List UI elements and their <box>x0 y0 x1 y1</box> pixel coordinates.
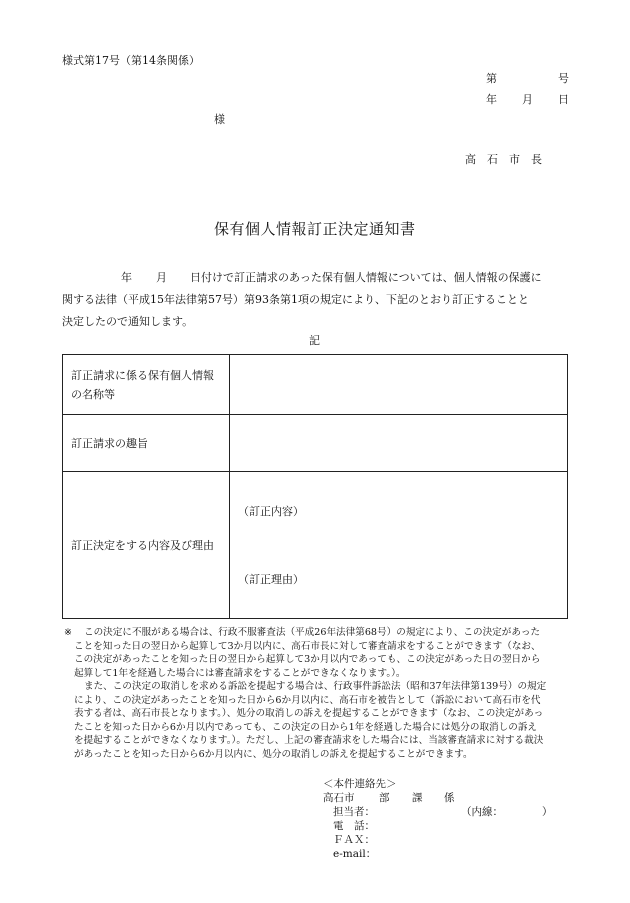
row-label-purpose: 訂正請求の趣旨 <box>63 415 230 472</box>
form-label: 様式第17号（第14条関係） <box>62 54 200 67</box>
note-line: により、この決定があったことを知った日から6か月以内に、高石市を被告として（訴訟において高石市を代 <box>74 694 541 706</box>
row-value-decision <box>230 472 568 619</box>
contact-fax: ＦＡＸ： <box>333 834 375 846</box>
correction-content-label: （訂正内容） <box>238 505 304 518</box>
contact-staff: 担当者： <box>333 806 375 818</box>
contact-heading: ＜本件連絡先＞ <box>323 778 397 790</box>
note-mark: ※ <box>64 627 73 638</box>
document-title: 保有個人情報訂正決定通知書 <box>214 220 416 238</box>
contact-email: e-mail： <box>333 848 377 860</box>
note-line: 起算して1年を経過した場合には審査請求をすることができなくなります。）。 <box>74 667 406 679</box>
note-line: この決定に不服がある場合は、行政不服審査法（平成26年法律第68号）の規定により、この決定があった <box>84 627 541 638</box>
contact-extension-close: ） <box>542 806 553 818</box>
note-line: 表する者は、高石市長となります。）、処分の取消しの訴えを提起することができます（なお、この決定があっ <box>74 708 544 719</box>
decision-table <box>62 354 568 619</box>
date-month: 月 <box>522 93 533 106</box>
contact-dept-ka: 課 <box>412 792 423 804</box>
contact-dept-city: 高石市 <box>323 792 355 804</box>
correction-reason-label: （訂正理由） <box>238 573 304 586</box>
contact-phone: 電 話： <box>333 820 375 832</box>
number-prefix: 第 <box>486 72 497 85</box>
row-label-decision: 訂正決定をする内容及び理由 <box>63 472 230 619</box>
contact-dept-bu: 部 <box>379 792 390 804</box>
note-line: また、この決定の取消しを求める訴訟を提起する場合は、行政事件訴訟法（昭和37年法律第139号）の規定 <box>84 681 547 692</box>
addressee-honorific: 様 <box>214 113 225 126</box>
note-line: を提起することができなくなります。）。ただし、上記の審査請求をした場合には、当該審査請求に対する裁決 <box>74 735 544 746</box>
contact-dept-kakari: 係 <box>444 792 455 804</box>
body-month: 月 <box>156 271 167 284</box>
body-line-3: 決定したので通知します。 <box>62 315 194 328</box>
row-value-name <box>230 355 568 415</box>
note-line: ことを知った日の翌日から起算して3か月以内に、高石市長に対して審査請求をすることができます（なお、 <box>74 640 541 652</box>
table-row <box>63 415 568 472</box>
note-line: この決定があったことを知った日の翌日から起算して3か月以内であっても、この決定があった日の翌日から <box>74 654 541 665</box>
body-line-1: 日付けで訂正請求のあった保有個人情報については、個人情報の保護に <box>190 271 542 284</box>
table-row <box>63 355 568 415</box>
row-label-name: 訂正請求に係る保有個人情報 の名称等 <box>63 355 230 415</box>
contact-extension-open: （内線： <box>461 806 503 818</box>
number-suffix: 号 <box>558 72 569 85</box>
row-value-purpose <box>230 415 568 472</box>
body-year: 年 <box>121 271 132 284</box>
table-row <box>63 472 568 619</box>
date-day: 日 <box>558 93 569 106</box>
ki-label: 記 <box>309 334 320 347</box>
body-line-2: 関する法律（平成15年法律第57号）第93条第1項の規定により、下記のとおり訂正することと <box>62 293 529 306</box>
issuer: 高 石 市 長 <box>465 153 542 166</box>
date-year: 年 <box>486 93 497 106</box>
note-line: があったことを知った日から6か月以内に、処分の取消しの訴えを提起することができます。 <box>74 748 473 760</box>
note-line: たことを知った日から6か月以内であっても、この決定の日から1年を経過した場合には処分の取消しの訴え <box>74 721 538 733</box>
